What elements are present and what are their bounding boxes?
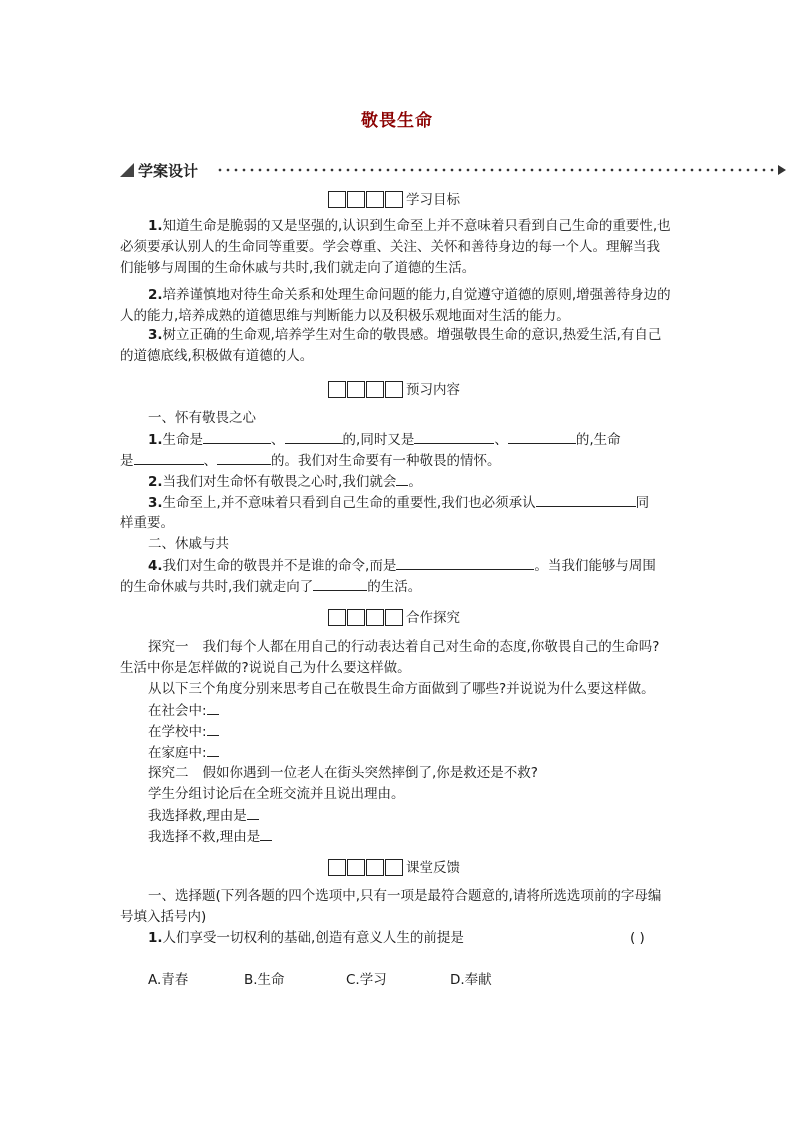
goal-3: 3.树立正确的生命观,培养学生对生命的敬畏感。增强敬畏生命的意识,热爱生活,有自己的道德底线,积极做有道德的人。	[120, 327, 662, 364]
explore-family: 在家庭中:	[148, 742, 219, 764]
explore-1: 探究一 我们每个人都在用自己的行动表达着自己对生命的态度,你敬畏自己的生命吗?	[148, 639, 660, 655]
box-icon	[385, 859, 403, 876]
explore-school: 在学校中:	[148, 721, 219, 743]
box-icon	[328, 859, 346, 876]
fill-blank[interactable]	[313, 576, 367, 591]
option-a[interactable]: A.青春	[148, 972, 189, 988]
box-icons	[328, 609, 404, 626]
section-header-preview	[328, 378, 460, 398]
section-header-goals	[328, 188, 460, 208]
preview-q3: 3.生命至上,并不意味着只看到自己生命的重要性,我们也必须承认 同	[148, 492, 649, 514]
design-header-bar	[120, 160, 782, 182]
explore-2: 探究二 假如你遇到一位老人在街头突然摔倒了,你是救还是不救?	[148, 765, 538, 781]
fill-blank[interactable]	[203, 429, 271, 444]
fill-blank[interactable]	[508, 429, 576, 444]
fill-blank[interactable]	[134, 450, 204, 465]
box-icon	[328, 191, 346, 208]
explore-nosave: 我选择不救,理由是	[148, 826, 272, 848]
explore-save: 我选择救,理由是	[148, 805, 259, 827]
goal-1: 1.知道生命是脆弱的又是坚强的,认识到生命至上并不意味着只看到自己生命的重要性,也必须要承认别人的生命同等重要。学会尊重、关注、关怀和善待身边的每一个人。理解当我们能够与周围的生命休戚与共时,我们就走向了道德的生活。	[120, 218, 671, 276]
fill-blank[interactable]	[260, 826, 272, 841]
preview-q1: 1.生命是 、 的,同时又是 、 的,生命	[148, 429, 621, 451]
section-label: 合作探究	[406, 610, 460, 626]
box-icons	[328, 191, 404, 208]
fill-blank[interactable]	[396, 555, 534, 570]
box-icon	[385, 609, 403, 626]
answer-parentheses[interactable]: ( )	[630, 930, 645, 946]
fill-blank[interactable]	[207, 742, 219, 757]
box-icons	[328, 381, 404, 398]
preview-q4: 4.我们对生命的敬畏并不是谁的命令,而是 。当我们能够与周围	[148, 555, 656, 577]
option-c[interactable]: C.学习	[346, 972, 387, 988]
box-icon	[328, 609, 346, 626]
explore-society: 在社会中:	[148, 700, 219, 722]
box-icon	[328, 381, 346, 398]
box-icon	[385, 191, 403, 208]
preview-q2: 2.当我们对生命怀有敬畏之心时,我们就会 。	[148, 471, 422, 493]
dotted-divider	[216, 167, 782, 173]
box-icon	[347, 859, 365, 876]
fill-blank[interactable]	[396, 471, 408, 486]
box-icon	[347, 609, 365, 626]
triangle-icon	[120, 163, 134, 177]
preview-heading-2: 二、休戚与共	[148, 536, 229, 552]
fill-blank[interactable]	[207, 700, 219, 715]
section-label: 预习内容	[406, 382, 460, 398]
section-header-explore	[328, 606, 460, 626]
feedback-q1: 1.人们享受一切权利的基础,创造有意义人生的前提是	[148, 930, 464, 946]
explore-1-cont: 生活中你是怎样做的?说说自己为什么要这样做。	[120, 660, 411, 676]
design-label: 学案设计	[138, 162, 199, 180]
preview-q4-cont: 的生命休戚与共时,我们就走向了 的生活。	[120, 576, 421, 598]
feedback-heading: 一、选择题(下列各题的四个选项中,只有一项是最符合题意的,请将所选选项前的字母编号填入括号内)	[120, 888, 662, 925]
option-d[interactable]: D.奉献	[450, 972, 492, 988]
box-icon	[366, 191, 384, 208]
page-title: 敬畏生命	[361, 111, 433, 131]
explore-2-sub: 学生分组讨论后在全班交流并且说出理由。	[148, 786, 405, 802]
arrow-right-icon	[778, 165, 786, 175]
fill-blank[interactable]	[536, 492, 636, 507]
box-icon	[385, 381, 403, 398]
box-icons	[328, 859, 404, 876]
fill-blank[interactable]	[247, 805, 259, 820]
box-icon	[347, 381, 365, 398]
preview-q1-cont: 是 、 的。我们对生命要有一种敬畏的情怀。	[120, 450, 501, 472]
section-header-feedback	[328, 856, 460, 876]
explore-1-sub: 从以下三个角度分别来思考自己在敬畏生命方面做到了哪些?并说说为什么要这样做。	[148, 681, 655, 697]
box-icon	[366, 381, 384, 398]
fill-blank[interactable]	[217, 450, 271, 465]
fill-blank[interactable]	[207, 721, 219, 736]
section-label: 学习目标	[406, 192, 460, 208]
option-b[interactable]: B.生命	[244, 972, 285, 988]
preview-heading-1: 一、怀有敬畏之心	[148, 410, 256, 426]
box-icon	[366, 609, 384, 626]
fill-blank[interactable]	[285, 429, 343, 444]
fill-blank[interactable]	[414, 429, 494, 444]
preview-q3-cont: 样重要。	[120, 515, 174, 531]
section-label: 课堂反馈	[406, 860, 460, 876]
goal-2: 2.培养谨慎地对待生命关系和处理生命问题的能力,自觉遵守道德的原则,增强善待身边的人的能力,培养成熟的道德思维与判断能力以及积极乐观地面对生活的能力。	[120, 287, 671, 324]
box-icon	[347, 191, 365, 208]
box-icon	[366, 859, 384, 876]
